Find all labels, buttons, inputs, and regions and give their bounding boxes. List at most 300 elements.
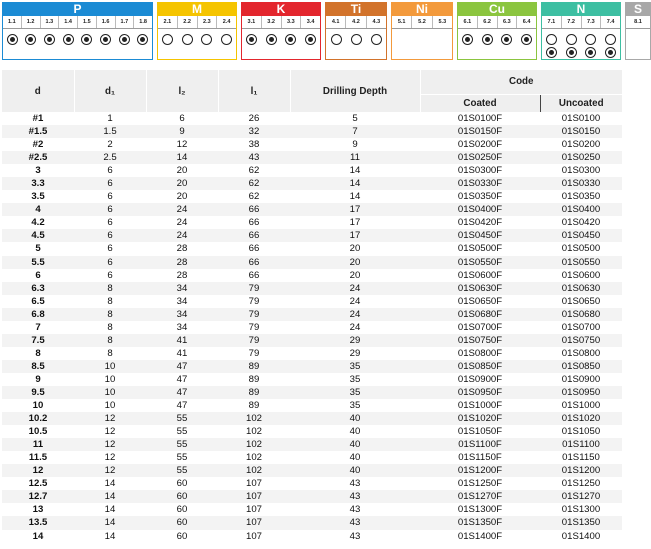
cell-code-coated: 01S1350F xyxy=(420,516,540,529)
cell-code-coated: 01S0750F xyxy=(420,334,540,347)
cell-drilling-depth: 43 xyxy=(290,516,420,529)
material-group-label: Ti xyxy=(326,3,386,16)
cell-code-uncoated: 01S0420 xyxy=(561,217,601,229)
cell-code-uncoated: 01S0300 xyxy=(561,165,601,177)
recommended-icon xyxy=(585,47,596,58)
suitability-cell xyxy=(78,29,97,47)
suitable-icon xyxy=(162,34,173,45)
suitability-cell xyxy=(242,29,262,47)
material-subgroup-label: 5.2 xyxy=(412,16,432,28)
cell-d: 6.8 xyxy=(2,308,74,321)
cell-code-coated: 01S1020F xyxy=(420,412,540,425)
table-row xyxy=(2,321,622,334)
cell-drilling-depth: 35 xyxy=(349,373,361,385)
suitable-icon xyxy=(331,34,342,45)
cell-d: 14 xyxy=(32,530,44,542)
suitability-cell xyxy=(432,29,452,34)
table-row xyxy=(2,203,622,216)
cell-l2: 28 xyxy=(176,269,188,281)
material-group-n xyxy=(541,2,621,60)
cell-code-uncoated: 01S0350 xyxy=(561,191,601,203)
cell-d1: 8 xyxy=(74,308,146,321)
cell-drilling-depth: 14 xyxy=(349,191,361,203)
cell-l2: 12 xyxy=(176,139,188,151)
cell-code-coated: 01S1100F xyxy=(420,438,540,451)
suitability-cell xyxy=(412,29,432,34)
cell-drilling-depth: 20 xyxy=(290,256,420,269)
suitable-icon xyxy=(605,34,616,45)
material-subgroup-label: 5.3 xyxy=(438,19,447,25)
cell-l1: 89 xyxy=(248,400,260,412)
cell-code-uncoated: 01S0630 xyxy=(540,282,622,295)
table-row xyxy=(2,503,622,516)
table-row xyxy=(2,125,622,138)
cell-drilling-depth: 14 xyxy=(290,177,420,190)
header-d: d xyxy=(2,70,74,112)
cell-code-coated: 01S0600F xyxy=(457,269,503,281)
cell-code-uncoated: 01S0150 xyxy=(540,125,622,138)
cell-l2: 34 xyxy=(146,308,218,321)
cell-code-coated: 01S1050F xyxy=(457,426,503,438)
cell-d1: 6 xyxy=(107,243,113,255)
material-subgroup-label: 6.3 xyxy=(498,16,518,28)
suitable-icon xyxy=(182,34,193,45)
cell-drilling-depth: 40 xyxy=(290,438,420,451)
material-subgroup-label: 5.1 xyxy=(392,16,412,28)
material-group-label: N xyxy=(542,3,620,16)
cell-code-coated: 01S0150F xyxy=(420,125,540,138)
recommended-icon xyxy=(566,47,577,58)
cell-code-uncoated: 01S1020 xyxy=(540,412,622,425)
cell-l1: 66 xyxy=(218,229,290,242)
cell-l2: 24 xyxy=(146,203,218,216)
cell-l1: 66 xyxy=(248,217,260,229)
cell-l1: 62 xyxy=(248,191,260,203)
cell-l1: 107 xyxy=(245,530,262,542)
material-group-label: Ni xyxy=(392,3,452,16)
suitable-icon xyxy=(221,34,232,45)
cell-drilling-depth: 17 xyxy=(290,203,420,216)
table-row xyxy=(2,242,622,255)
recommended-icon xyxy=(63,34,74,45)
suitability-cell xyxy=(133,29,152,47)
material-subgroup-label: 1.6 xyxy=(97,16,116,28)
material-subgroup-label: 2.1 xyxy=(158,16,178,28)
cell-d1: 1.5 xyxy=(74,125,146,138)
material-group-k xyxy=(241,2,321,60)
table-row xyxy=(2,373,622,386)
cell-code-uncoated: 01S0450 xyxy=(540,229,622,242)
cell-d1: 8 xyxy=(74,282,146,295)
material-subgroup-label: 3.4 xyxy=(306,19,315,25)
suitability-cell xyxy=(478,29,498,47)
cell-d1: 8 xyxy=(107,295,113,307)
cell-d: 6.5 xyxy=(31,295,45,307)
cell-code-uncoated: 01S1000 xyxy=(561,400,601,412)
table-row xyxy=(2,412,622,425)
material-subgroup-label: 2.4 xyxy=(222,19,231,25)
recommended-icon xyxy=(81,34,92,45)
cell-d1: 6 xyxy=(107,165,113,177)
material-subgroup-label: 1.8 xyxy=(139,19,147,25)
suitability-cell xyxy=(217,29,237,47)
cell-code-coated: 01S0100F xyxy=(457,113,503,124)
suitability-cell xyxy=(366,29,386,47)
cell-d: 13 xyxy=(32,504,44,516)
material-subgroup-label: 1.7 xyxy=(116,16,135,28)
cell-l2: 47 xyxy=(176,400,188,412)
material-subgroup-label: 6.1 xyxy=(458,16,478,28)
cell-d1: 14 xyxy=(104,530,116,542)
suitability-cell xyxy=(626,29,650,34)
cell-d: 10.5 xyxy=(28,426,48,438)
cell-code-uncoated: 01S0330 xyxy=(540,177,622,190)
cell-l2: 24 xyxy=(176,217,188,229)
cell-d: 12 xyxy=(2,464,74,477)
cell-l2: 20 xyxy=(176,165,188,177)
cell-code-coated: 01S0800F xyxy=(457,347,503,359)
cell-code-uncoated: 01S0850 xyxy=(540,360,622,373)
cell-code-uncoated: 01S1150 xyxy=(562,452,600,464)
cell-d1: 6 xyxy=(107,269,113,281)
recommended-icon xyxy=(100,34,111,45)
header-drilling-depth: Drilling Depth xyxy=(290,70,420,112)
cell-l1: 107 xyxy=(245,504,262,516)
table-row xyxy=(2,530,622,543)
suitability-cell xyxy=(158,29,178,47)
cell-l1: 66 xyxy=(248,269,260,281)
material-subgroup-label: 6.2 xyxy=(478,16,498,28)
cell-l1: 102 xyxy=(218,464,290,477)
cell-l2: 60 xyxy=(146,516,218,529)
recommended-icon xyxy=(137,34,148,45)
cell-l1: 89 xyxy=(248,373,260,385)
cell-d: 6.3 xyxy=(2,282,74,295)
suitability-cell xyxy=(458,29,478,47)
cell-code-coated: 01S1200F xyxy=(420,464,540,477)
cell-drilling-depth: 24 xyxy=(290,282,420,295)
cell-l1: 66 xyxy=(218,256,290,269)
table-row xyxy=(2,269,622,282)
suitable-icon xyxy=(566,34,577,45)
cell-drilling-depth: 29 xyxy=(290,334,420,347)
suitability-cell xyxy=(22,29,41,47)
cell-code-coated: 01S0400F xyxy=(420,203,540,216)
cell-d: 3.5 xyxy=(31,191,45,203)
table-row xyxy=(2,138,622,151)
cell-d: 4 xyxy=(2,203,74,216)
cell-drilling-depth: 29 xyxy=(349,347,361,359)
cell-code-uncoated: 01S1200 xyxy=(540,464,622,477)
cell-l2: 20 xyxy=(146,177,218,190)
table-row xyxy=(2,308,622,321)
table-row xyxy=(2,151,622,164)
cell-drilling-depth: 40 xyxy=(349,426,361,438)
suitable-icon xyxy=(351,34,362,45)
cell-code-coated: 01S0450F xyxy=(420,229,540,242)
suitability-cell xyxy=(326,29,346,47)
material-group-ti xyxy=(325,2,387,60)
table-row xyxy=(2,386,622,399)
drill-spec-table xyxy=(2,70,622,543)
suitability-cell xyxy=(542,29,562,60)
suitability-cell xyxy=(281,29,301,47)
cell-d1: 6 xyxy=(74,256,146,269)
suitability-cell xyxy=(301,29,321,47)
cell-drilling-depth: 35 xyxy=(290,360,420,373)
cell-d: 4.5 xyxy=(2,229,74,242)
cell-d1: 6 xyxy=(74,203,146,216)
cell-l1: 32 xyxy=(218,125,290,138)
cell-d1: 12 xyxy=(74,438,146,451)
material-group-label: M xyxy=(158,3,236,16)
cell-d: 6 xyxy=(35,269,41,281)
cell-drilling-depth: 17 xyxy=(349,217,361,229)
suitability-cell xyxy=(115,29,134,47)
suitability-cell xyxy=(581,29,601,60)
cell-code-uncoated: 01S0900 xyxy=(561,373,601,385)
recommended-icon xyxy=(7,34,18,45)
recommended-icon xyxy=(25,34,36,45)
header-uncoated: Uncoated xyxy=(540,94,622,112)
cell-drilling-depth: 14 xyxy=(349,165,361,177)
material-subgroup-label: 4.2 xyxy=(346,16,366,28)
cell-code-uncoated: 01S1270 xyxy=(540,490,622,503)
cell-drilling-depth: 43 xyxy=(290,490,420,503)
cell-l1: 62 xyxy=(218,177,290,190)
cell-l1: 102 xyxy=(245,452,262,464)
cell-code-coated: 01S0500F xyxy=(457,243,503,255)
cell-l2: 55 xyxy=(176,426,188,438)
table-row xyxy=(2,256,622,269)
cell-l1: 38 xyxy=(248,139,260,151)
table-row xyxy=(2,477,622,490)
cell-d1: 12 xyxy=(74,464,146,477)
material-group-ni xyxy=(391,2,453,60)
cell-drilling-depth: 20 xyxy=(349,243,361,255)
table-row xyxy=(2,112,622,125)
cell-l2: 34 xyxy=(176,321,188,333)
cell-d: 3 xyxy=(35,165,41,177)
cell-l1: 79 xyxy=(218,334,290,347)
cell-d: 8 xyxy=(35,347,41,359)
cell-code-coated: 01S1300F xyxy=(457,504,503,516)
cell-code-uncoated: 01S1050 xyxy=(561,426,601,438)
cell-l1: 89 xyxy=(218,360,290,373)
cell-code-uncoated: 01S0650 xyxy=(561,295,601,307)
cell-l2: 55 xyxy=(146,464,218,477)
cell-code-uncoated: 01S0400 xyxy=(540,203,622,216)
cell-code-coated: 01S0680F xyxy=(420,308,540,321)
cell-drilling-depth: 11 xyxy=(290,151,420,164)
cell-d1: 10 xyxy=(74,360,146,373)
material-subgroup-label: 3.1 xyxy=(242,16,262,28)
cell-l1: 89 xyxy=(218,386,290,399)
cell-code-uncoated: 01S0550 xyxy=(540,256,622,269)
cell-code-uncoated: 01S1100 xyxy=(540,438,622,451)
cell-l2: 34 xyxy=(176,295,188,307)
cell-d: #1 xyxy=(32,113,44,124)
recommended-icon xyxy=(44,34,55,45)
table-row xyxy=(2,360,622,373)
material-group-p xyxy=(2,2,153,60)
material-subgroup-label: 1.4 xyxy=(59,16,78,28)
cell-drilling-depth: 40 xyxy=(349,452,361,464)
cell-l2: 6 xyxy=(179,113,185,124)
cell-d1: 6 xyxy=(107,217,113,229)
cell-l1: 107 xyxy=(245,478,262,490)
cell-drilling-depth: 24 xyxy=(349,295,361,307)
material-subgroup-label: 8.1 xyxy=(634,19,642,25)
cell-d: 13.5 xyxy=(2,516,74,529)
material-subgroup-label: 7.4 xyxy=(606,19,615,25)
material-group-s xyxy=(625,2,651,60)
cell-d: #1.5 xyxy=(2,125,74,138)
cell-d1: 6 xyxy=(74,177,146,190)
cell-l2: 47 xyxy=(146,360,218,373)
cell-l1: 79 xyxy=(248,295,260,307)
cell-code-uncoated: 01S0800 xyxy=(561,347,601,359)
cell-code-coated: 01S0200F xyxy=(457,139,503,151)
cell-d1: 6 xyxy=(107,191,113,203)
cell-d1: 6 xyxy=(74,229,146,242)
material-group-cu xyxy=(457,2,537,60)
cell-code-uncoated: 01S0100 xyxy=(561,113,601,124)
cell-drilling-depth: 9 xyxy=(352,139,358,151)
suitability-cell xyxy=(392,29,412,34)
header-coated: Coated xyxy=(420,94,540,112)
table-row xyxy=(2,164,622,177)
cell-l1: 43 xyxy=(218,151,290,164)
cell-drilling-depth: 35 xyxy=(349,400,361,412)
table-row xyxy=(2,516,622,529)
cell-d1: 8 xyxy=(107,347,113,359)
recommended-icon xyxy=(605,47,616,58)
recommended-icon xyxy=(285,34,296,45)
cell-code-uncoated: 01S0500 xyxy=(561,243,601,255)
material-subgroup-label: 1.3 xyxy=(41,16,60,28)
cell-l1: 79 xyxy=(248,321,260,333)
suitable-icon xyxy=(546,34,557,45)
cell-drilling-depth: 24 xyxy=(349,321,361,333)
cell-code-uncoated: 01S0680 xyxy=(540,308,622,321)
cell-drilling-depth: 17 xyxy=(290,229,420,242)
table-row xyxy=(2,399,622,412)
cell-code-coated: 01S1250F xyxy=(457,478,503,490)
material-subgroup-label: 4.3 xyxy=(372,19,381,25)
cell-code-uncoated: 01S0700 xyxy=(561,321,601,333)
cell-drilling-depth: 40 xyxy=(290,464,420,477)
cell-code-coated: 01S0900F xyxy=(457,373,503,385)
cell-d1: 12 xyxy=(104,426,116,438)
recommended-icon xyxy=(305,34,316,45)
material-subgroup-label: 1.1 xyxy=(3,16,22,28)
cell-l1: 66 xyxy=(218,203,290,216)
cell-d: 10.2 xyxy=(2,412,74,425)
cell-l2: 55 xyxy=(176,452,188,464)
table-row xyxy=(2,295,622,308)
cell-d1: 10 xyxy=(104,373,116,385)
cell-d: 7 xyxy=(35,321,41,333)
cell-l1: 102 xyxy=(245,426,262,438)
cell-code-uncoated: 01S1300 xyxy=(561,504,601,516)
recommended-icon xyxy=(521,34,532,45)
cell-d: 12.7 xyxy=(2,490,74,503)
cell-code-coated: 01S0700F xyxy=(457,321,503,333)
cell-d: 11.5 xyxy=(28,452,48,464)
suitability-cell xyxy=(178,29,198,47)
cell-code-coated: 01S0650F xyxy=(457,295,503,307)
suitability-cell xyxy=(96,29,115,47)
suitability-cell xyxy=(346,29,366,47)
cell-code-coated: 01S0850F xyxy=(420,360,540,373)
material-subgroup-label: 1.2 xyxy=(22,16,41,28)
suitable-icon xyxy=(201,34,212,45)
material-subgroup-label: 4.1 xyxy=(326,16,346,28)
cell-l1: 62 xyxy=(248,165,260,177)
table-row xyxy=(2,490,622,503)
material-group-label: Cu xyxy=(458,3,536,16)
cell-d1: 8 xyxy=(107,321,113,333)
cell-drilling-depth: 20 xyxy=(349,269,361,281)
material-subgroup-label: 7.2 xyxy=(562,16,582,28)
suitability-cell xyxy=(497,29,517,47)
recommended-icon xyxy=(462,34,473,45)
cell-d: #2.5 xyxy=(2,151,74,164)
cell-l2: 28 xyxy=(146,256,218,269)
cell-drilling-depth: 24 xyxy=(290,308,420,321)
cell-l1: 102 xyxy=(218,412,290,425)
cell-l2: 60 xyxy=(176,530,188,542)
header-d1: d₁ xyxy=(74,70,146,112)
cell-d: 9 xyxy=(35,373,41,385)
cell-d: 4.2 xyxy=(31,217,45,229)
cell-l2: 60 xyxy=(176,478,188,490)
cell-d: 7.5 xyxy=(2,334,74,347)
cell-code-coated: 01S1400F xyxy=(457,530,503,542)
suitability-cell xyxy=(601,29,621,60)
cell-l1: 107 xyxy=(218,516,290,529)
cell-l2: 34 xyxy=(146,282,218,295)
cell-d: 10 xyxy=(32,400,44,412)
cell-code-coated: 01S1000F xyxy=(457,400,503,412)
material-subgroup-label: 3.3 xyxy=(282,16,302,28)
cell-code-coated: 01S1270F xyxy=(420,490,540,503)
cell-code-coated: 01S0350F xyxy=(457,191,503,203)
cell-drilling-depth: 43 xyxy=(349,530,361,542)
recommended-icon xyxy=(546,47,557,58)
table-row xyxy=(2,177,622,190)
cell-d: 5 xyxy=(35,243,41,255)
suitability-cell xyxy=(59,29,78,47)
cell-d1: 14 xyxy=(74,490,146,503)
cell-d: 9.5 xyxy=(2,386,74,399)
cell-drilling-depth: 35 xyxy=(290,386,420,399)
suitability-cell xyxy=(40,29,59,47)
cell-code-coated: 01S0250F xyxy=(420,151,540,164)
material-subgroup-label: 2.3 xyxy=(198,16,218,28)
cell-d: 3.3 xyxy=(2,177,74,190)
cell-drilling-depth: 7 xyxy=(290,125,420,138)
cell-code-coated: 01S0630F xyxy=(420,282,540,295)
cell-d: #2 xyxy=(32,139,44,151)
cell-l1: 79 xyxy=(218,282,290,295)
cell-l2: 55 xyxy=(146,438,218,451)
cell-d1: 2 xyxy=(107,139,113,151)
cell-code-uncoated: 01S1250 xyxy=(561,478,601,490)
material-subgroup-label: 2.2 xyxy=(178,16,198,28)
cell-d1: 12 xyxy=(74,412,146,425)
